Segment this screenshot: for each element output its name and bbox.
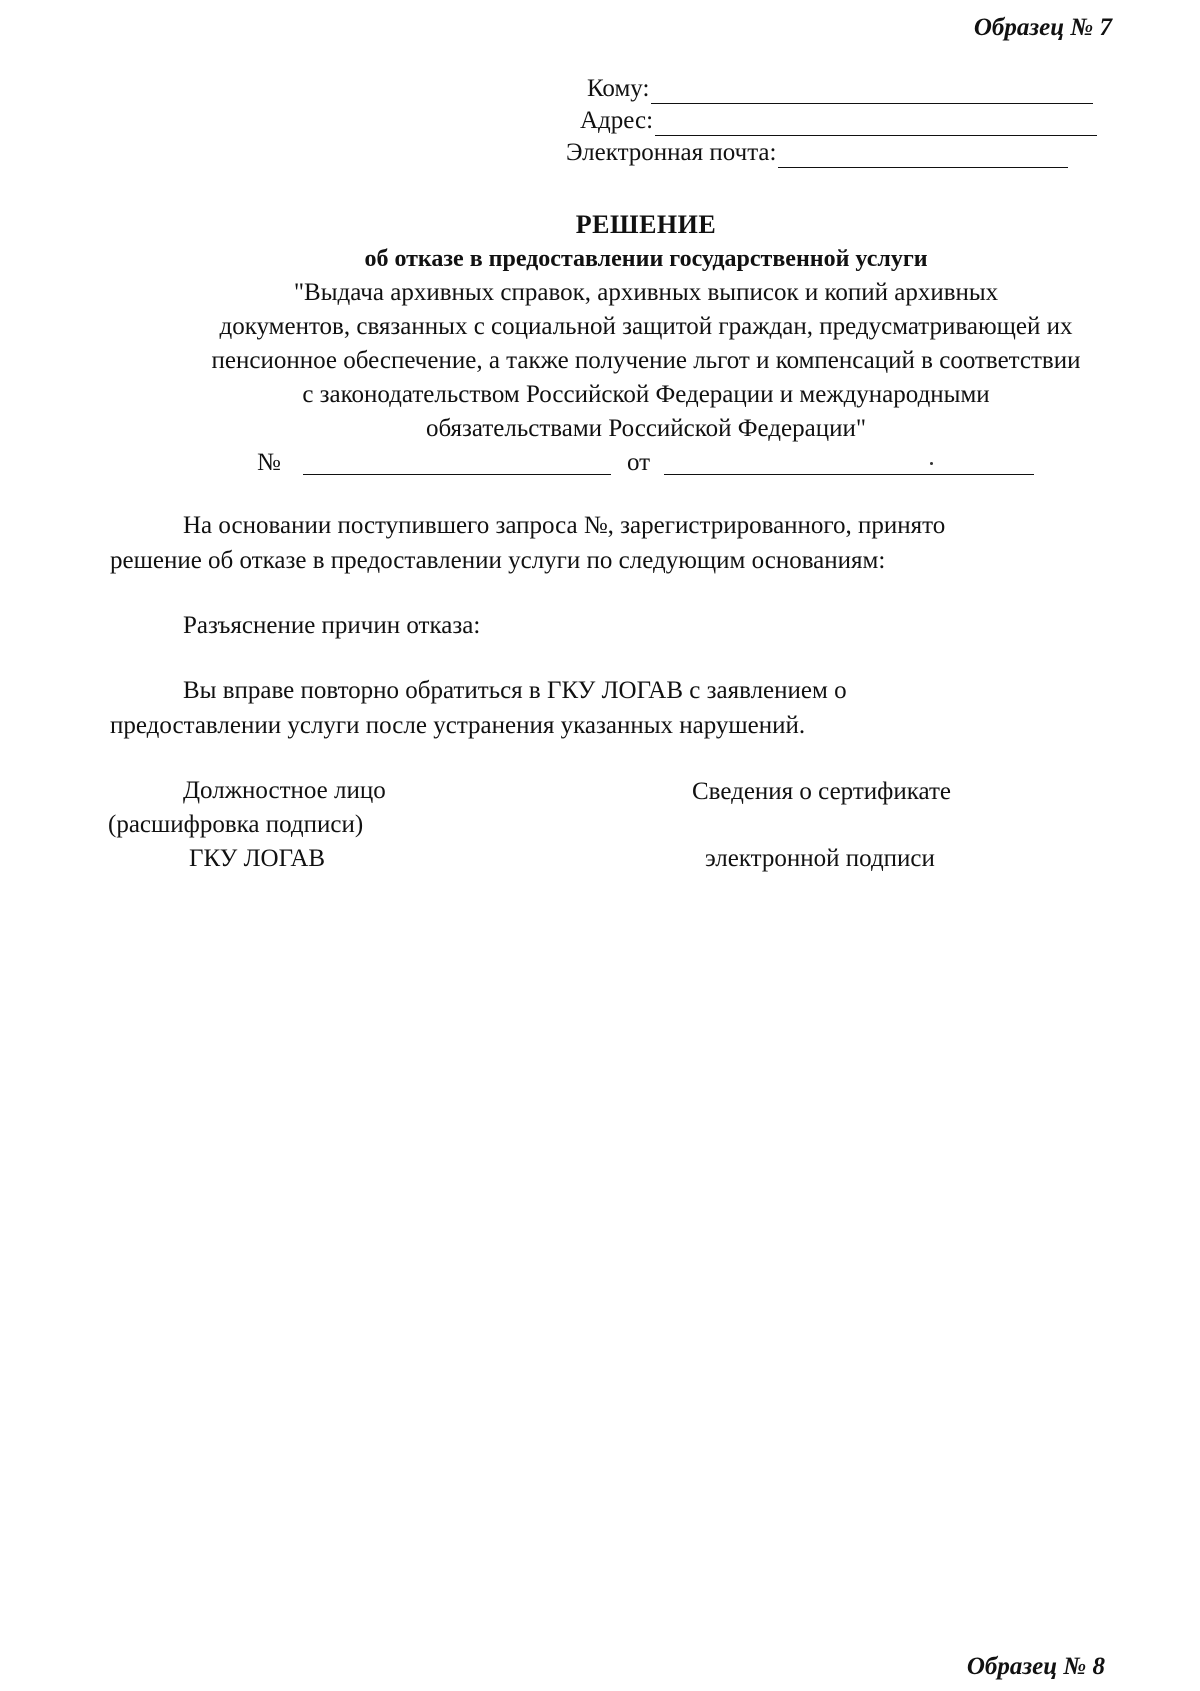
- addressee-address-field[interactable]: [655, 111, 1097, 136]
- paragraph-3-line-1: Вы вправе повторно обратиться в ГКУ ЛОГАВ с заявлением о: [183, 677, 847, 704]
- service-line-2: документов, связанных с социальной защитой граждан, предусматривающей их: [219, 313, 1073, 340]
- refusal-reasons-label: Разъяснение причин отказа:: [183, 612, 481, 639]
- addressee-email-label: Электронная почта:: [566, 139, 777, 166]
- sample-label-bottom: Образец № 8: [966, 1653, 1105, 1680]
- addressee-address-label: Адрес:: [580, 107, 654, 134]
- service-line-5: обязательствами Российской Федерации": [425, 415, 867, 442]
- document-title: РЕШЕНИЕ: [575, 210, 717, 239]
- addressee-address-row: [580, 106, 1097, 136]
- addressee-email-row: [566, 138, 1068, 168]
- document-subtitle: об отказе в предоставлении государственной услуги: [364, 246, 928, 272]
- signature-official: Должностное лицо: [183, 777, 386, 804]
- date-field[interactable]: [664, 474, 1034, 475]
- paragraph-1-line-2: решение об отказе в предоставлении услуги по следующим основаниям:: [110, 547, 886, 574]
- addressee-email-field[interactable]: [778, 143, 1068, 168]
- addressee-to-label: Кому:: [587, 75, 650, 102]
- sample-label-top: Образец № 7: [973, 14, 1112, 41]
- paragraph-1-line-1: На основании поступившего запроса №, зарегистрированного, принято: [183, 512, 946, 539]
- date-dot: [930, 462, 933, 465]
- date-label: от: [627, 449, 651, 476]
- signature-organization: ГКУ ЛОГАВ: [189, 845, 326, 872]
- signature-decoding: (расшифровка подписи): [108, 811, 364, 838]
- number-field[interactable]: [303, 474, 611, 475]
- addressee-to-row: [587, 74, 1093, 104]
- service-line-3: пенсионное обеспечение, а также получение льгот и компенсаций в соответствии: [211, 347, 1081, 374]
- addressee-to-field[interactable]: [651, 79, 1093, 104]
- service-line-1: "Выдача архивных справок, архивных выписок и копий архивных: [293, 279, 999, 306]
- service-line-4: с законодательством Российской Федерации и международными: [302, 381, 990, 408]
- certificate-info-line-2: электронной подписи: [705, 845, 935, 872]
- number-label: №: [257, 449, 281, 476]
- paragraph-3-line-2: предоставлении услуги после устранения указанных нарушений.: [110, 712, 806, 739]
- certificate-info-line-1: Сведения о сертификате: [692, 778, 951, 805]
